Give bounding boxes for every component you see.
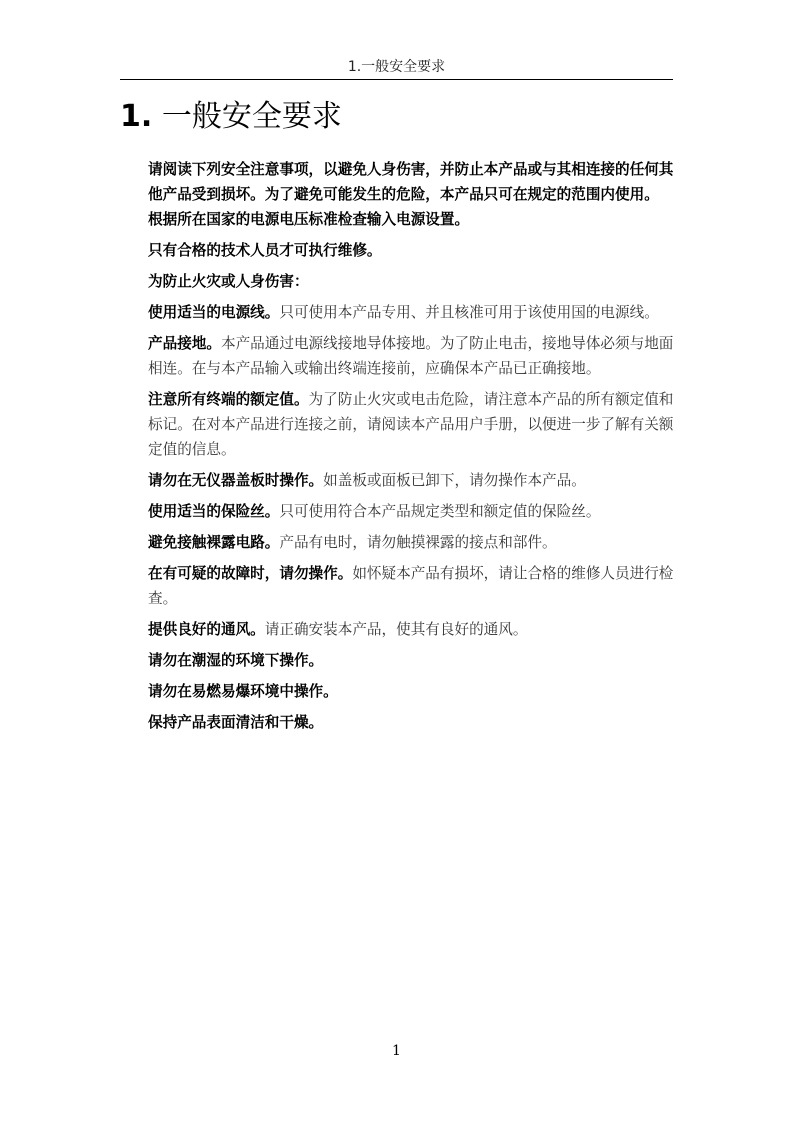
paragraph-voltage-bold: 根据所在国家的电源电压标准检查输入电源设置。 [148, 211, 470, 228]
paragraph-fuse-bold: 使用适当的保险丝。 [148, 503, 280, 520]
safety-content [148, 157, 674, 741]
page-number: 1 [392, 1043, 401, 1059]
paragraph-suspected-fault-text: 如怀疑本产品有损坏，请让合格的维修人员进行检查。 [148, 565, 674, 607]
paragraph-fuse-text: 只可使用符合本产品规定类型和额定值的保险丝。 [279, 503, 601, 520]
paragraph-service-bold: 只有合格的技术人员才可执行维修。 [148, 242, 382, 259]
paragraph-fire-heading [148, 269, 674, 294]
paragraph-suspected-fault-bold: 在有可疑的故障时，请勿操作。 [148, 565, 353, 582]
paragraph-explosive [148, 679, 674, 704]
paragraph-ratings-text: 为了防止火灾或电击危险，请注意本产品的所有额定值和标记。在对本产品进行连接之前，请阅读本产品用户手册，以便进一步了解有关额定值的信息。 [148, 391, 674, 458]
paragraph-ratings [148, 387, 674, 462]
paragraph-humidity-bold: 请勿在潮湿的环境下操作。 [148, 652, 324, 669]
paragraph-clean-dry [148, 710, 674, 735]
paragraph-grounding [148, 331, 674, 381]
section-title [120, 96, 342, 138]
paragraph-explosive-bold: 请勿在易燃易爆环境中操作。 [148, 683, 338, 700]
header-rule [120, 79, 673, 80]
paragraph-exposed-circuit-bold: 避免接触裸露电路。 [148, 534, 280, 551]
paragraph-exposed-circuit-text: 产品有电时，请勿触摸裸露的接点和部件。 [279, 534, 557, 551]
paragraph-fuse [148, 499, 674, 524]
paragraph-exposed-circuit [148, 530, 674, 555]
paragraph-clean-dry-bold: 保持产品表面清洁和干燥。 [148, 714, 324, 731]
paragraph-voltage [148, 207, 674, 232]
paragraph-ventilation-text: 请正确安装本产品，使其有良好的通风。 [264, 621, 528, 638]
paragraph-humidity [148, 648, 674, 673]
paragraph-ratings-bold: 注意所有终端的额定值。 [148, 391, 309, 408]
paragraph-service [148, 238, 674, 263]
paragraph-suspected-fault [148, 561, 674, 611]
paragraph-power-cord-text: 只可使用本产品专用、并且核准可用于该使用国的电源线。 [279, 304, 659, 321]
paragraph-cover-text: 如盖板或面板已卸下，请勿操作本产品。 [323, 472, 586, 489]
paragraph-power-cord [148, 300, 674, 325]
running-header: 1.一般安全要求 [347, 59, 446, 75]
paragraph-intro-bold: 请阅读下列安全注意事项，以避免人身伤害，并防止本产品或与其相连接的任何其他产品受到损坏。为了避免可能发生的危险，本产品只可在规定的范围内使用。 [148, 161, 674, 203]
paragraph-grounding-text: 本产品通过电源线接地导体接地。为了防止电击，接地导体必须与地面相连。在与本产品输入或输出终端连接前，应确保本产品已正确接地。 [148, 335, 674, 377]
paragraph-ventilation [148, 617, 674, 642]
paragraph-intro [148, 157, 674, 207]
section-number: 1. [120, 99, 153, 134]
paragraph-fire-heading-bold: 为防止火灾或人身伤害： [148, 273, 309, 290]
paragraph-power-cord-bold: 使用适当的电源线。 [148, 304, 280, 321]
paragraph-cover [148, 468, 674, 493]
section-title-text: 一般安全要求 [161, 99, 342, 134]
paragraph-ventilation-bold: 提供良好的通风。 [148, 621, 265, 638]
paragraph-cover-bold: 请勿在无仪器盖板时操作。 [148, 472, 324, 489]
paragraph-grounding-bold: 产品接地。 [148, 335, 221, 352]
